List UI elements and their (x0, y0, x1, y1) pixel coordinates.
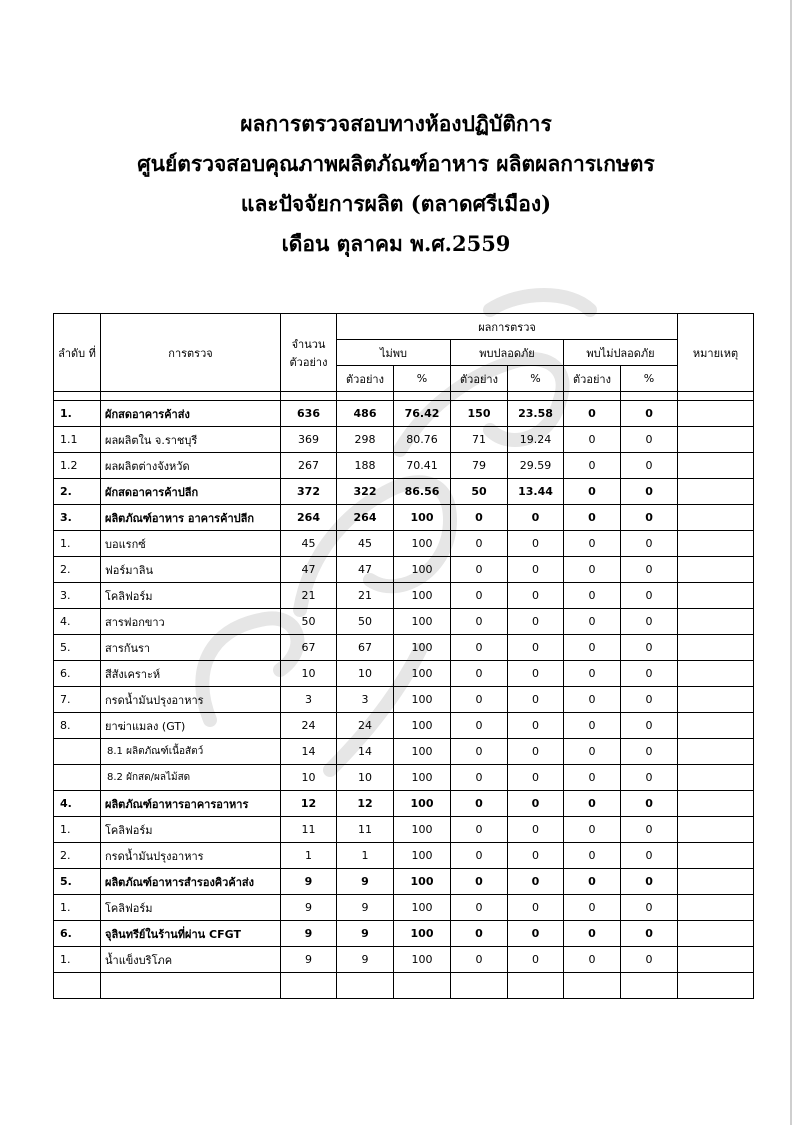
row-sample-count: 267 (281, 453, 337, 479)
title-line-1: ผลการตรวจสอบทางห้องปฏิบัติการ (240, 111, 552, 136)
row-sample-count: 50 (281, 609, 337, 635)
row-found-unsafe-percent: 0 (621, 791, 678, 817)
row-remark (678, 661, 754, 687)
row-found-safe-count: 0 (451, 843, 508, 869)
row-found-unsafe-count: 0 (564, 583, 621, 609)
row-found-unsafe-count: 0 (564, 817, 621, 843)
row-found-safe-percent: 0 (508, 531, 564, 557)
empty-cell (451, 973, 508, 999)
row-test-name: ผลผลิตใน จ.ราชบุรี (101, 427, 281, 453)
header-result: ผลการตรวจ (337, 314, 678, 340)
table-row (54, 427, 754, 453)
row-not-found-count: 11 (337, 817, 394, 843)
table-row (54, 531, 754, 557)
row-not-found-count: 3 (337, 687, 394, 713)
header-sample: ตัวอย่าง (451, 366, 508, 392)
row-not-found-percent: 100 (394, 531, 451, 557)
row-remark (678, 713, 754, 739)
row-not-found-percent: 100 (394, 609, 451, 635)
row-number: 8. (54, 713, 101, 739)
row-found-unsafe-percent: 0 (621, 739, 678, 765)
row-test-name: ผลิตภัณฑ์อาหารอาคารอาหาร (101, 791, 281, 817)
row-sample-count: 24 (281, 713, 337, 739)
empty-cell (281, 973, 337, 999)
row-found-unsafe-percent: 0 (621, 479, 678, 505)
table-row (54, 921, 754, 947)
row-found-safe-count: 0 (451, 531, 508, 557)
row-remark (678, 895, 754, 921)
row-remark (678, 583, 754, 609)
row-not-found-count: 9 (337, 895, 394, 921)
header-order: ลำดับ ที่ (54, 314, 101, 392)
table-row (54, 947, 754, 973)
row-not-found-count: 322 (337, 479, 394, 505)
row-not-found-percent: 100 (394, 947, 451, 973)
row-test-name: สารกันรา (101, 635, 281, 661)
row-sample-count: 45 (281, 531, 337, 557)
table-row (54, 791, 754, 817)
table-row (54, 453, 754, 479)
row-not-found-percent: 100 (394, 739, 451, 765)
row-test-name: สารฟอกขาว (101, 609, 281, 635)
row-sample-count: 372 (281, 479, 337, 505)
row-number: 1. (54, 895, 101, 921)
row-not-found-count: 50 (337, 609, 394, 635)
row-remark (678, 505, 754, 531)
row-test-name: ผักสดอาคารค้าส่ง (101, 401, 281, 427)
row-number: 3. (54, 583, 101, 609)
row-found-unsafe-percent: 0 (621, 869, 678, 895)
row-remark (678, 947, 754, 973)
row-remark (678, 791, 754, 817)
row-found-safe-percent: 0 (508, 921, 564, 947)
row-test-name: 8.2 ผักสด/ผลไม้สด (101, 765, 281, 791)
row-found-safe-count: 79 (451, 453, 508, 479)
row-remark (678, 531, 754, 557)
row-found-unsafe-percent: 0 (621, 947, 678, 973)
row-test-name: สีสังเคราะห์ (101, 661, 281, 687)
row-remark (678, 635, 754, 661)
header-percent: % (621, 366, 678, 392)
row-remark (678, 921, 754, 947)
row-found-unsafe-count: 0 (564, 869, 621, 895)
row-found-unsafe-percent: 0 (621, 427, 678, 453)
header-percent: % (394, 366, 451, 392)
table-row (54, 583, 754, 609)
row-found-unsafe-percent: 0 (621, 921, 678, 947)
row-found-unsafe-count: 0 (564, 739, 621, 765)
row-found-unsafe-count: 0 (564, 505, 621, 531)
row-not-found-count: 10 (337, 765, 394, 791)
row-test-name: ผลิตภัณฑ์อาหารสำรองคิวค้าส่ง (101, 869, 281, 895)
row-test-name: ผลผลิตต่างจังหวัด (101, 453, 281, 479)
row-found-safe-percent: 0 (508, 661, 564, 687)
row-found-unsafe-percent: 0 (621, 843, 678, 869)
row-found-unsafe-count: 0 (564, 713, 621, 739)
row-test-name: ผลิตภัณฑ์อาหาร อาคารค้าปลีก (101, 505, 281, 531)
row-number: 2. (54, 557, 101, 583)
row-not-found-percent: 100 (394, 921, 451, 947)
row-found-unsafe-percent: 0 (621, 661, 678, 687)
row-not-found-count: 1 (337, 843, 394, 869)
row-not-found-count: 45 (337, 531, 394, 557)
row-found-safe-percent: 0 (508, 947, 564, 973)
row-remark (678, 765, 754, 791)
row-found-safe-count: 150 (451, 401, 508, 427)
row-sample-count: 21 (281, 583, 337, 609)
row-number: 1. (54, 401, 101, 427)
row-number (54, 739, 101, 765)
row-remark (678, 609, 754, 635)
row-sample-count: 9 (281, 921, 337, 947)
row-test-name: โคลิฟอร์ม (101, 817, 281, 843)
header-not-found: ไม่พบ (337, 340, 451, 366)
row-found-safe-percent: 0 (508, 557, 564, 583)
row-number: 1.1 (54, 427, 101, 453)
row-found-unsafe-percent: 0 (621, 583, 678, 609)
row-not-found-percent: 70.41 (394, 453, 451, 479)
row-found-safe-percent: 0 (508, 739, 564, 765)
row-sample-count: 264 (281, 505, 337, 531)
row-found-unsafe-count: 0 (564, 401, 621, 427)
row-not-found-count: 24 (337, 713, 394, 739)
row-sample-count: 47 (281, 557, 337, 583)
row-not-found-percent: 100 (394, 505, 451, 531)
row-found-unsafe-percent: 0 (621, 505, 678, 531)
row-found-safe-count: 0 (451, 635, 508, 661)
header-gap-row (54, 392, 754, 401)
row-not-found-percent: 100 (394, 765, 451, 791)
row-number: 3. (54, 505, 101, 531)
row-remark (678, 687, 754, 713)
row-found-safe-count: 0 (451, 609, 508, 635)
row-number: 6. (54, 661, 101, 687)
row-remark (678, 453, 754, 479)
table-row (54, 817, 754, 843)
row-found-unsafe-percent: 0 (621, 895, 678, 921)
row-number: 5. (54, 635, 101, 661)
row-found-unsafe-percent: 0 (621, 687, 678, 713)
empty-cell (564, 973, 621, 999)
row-number: 1. (54, 947, 101, 973)
row-found-safe-count: 0 (451, 557, 508, 583)
row-not-found-count: 298 (337, 427, 394, 453)
header-sample: ตัวอย่าง (337, 366, 394, 392)
row-found-safe-percent: 0 (508, 895, 564, 921)
row-sample-count: 1 (281, 843, 337, 869)
row-not-found-percent: 100 (394, 791, 451, 817)
row-found-unsafe-percent: 0 (621, 817, 678, 843)
row-found-unsafe-percent: 0 (621, 453, 678, 479)
row-not-found-count: 12 (337, 791, 394, 817)
row-not-found-count: 486 (337, 401, 394, 427)
header-sample: ตัวอย่าง (564, 366, 621, 392)
row-not-found-count: 14 (337, 739, 394, 765)
row-not-found-count: 264 (337, 505, 394, 531)
row-found-safe-percent: 0 (508, 609, 564, 635)
row-found-unsafe-count: 0 (564, 453, 621, 479)
row-not-found-count: 47 (337, 557, 394, 583)
row-test-name: กรดน้ำมันปรุงอาหาร (101, 843, 281, 869)
row-sample-count: 3 (281, 687, 337, 713)
row-found-safe-count: 71 (451, 427, 508, 453)
header-sample-count: จำนวน ตัวอย่าง (281, 314, 337, 392)
row-found-safe-count: 0 (451, 817, 508, 843)
row-not-found-count: 188 (337, 453, 394, 479)
row-number (54, 765, 101, 791)
header-remark: หมายเหตุ (678, 314, 754, 392)
table-body (54, 401, 754, 999)
table-row (54, 687, 754, 713)
row-number: 2. (54, 843, 101, 869)
row-found-safe-count: 0 (451, 687, 508, 713)
row-test-name: โคลิฟอร์ม (101, 895, 281, 921)
row-test-name: 8.1 ผลิตภัณฑ์เนื้อสัตว์ (101, 739, 281, 765)
row-found-unsafe-count: 0 (564, 687, 621, 713)
row-not-found-percent: 100 (394, 583, 451, 609)
row-found-unsafe-count: 0 (564, 635, 621, 661)
row-not-found-percent: 80.76 (394, 427, 451, 453)
table-row (54, 895, 754, 921)
row-found-unsafe-count: 0 (564, 947, 621, 973)
row-number: 4. (54, 609, 101, 635)
row-found-unsafe-percent: 0 (621, 557, 678, 583)
header-found-safe: พบปลอดภัย (451, 340, 564, 366)
row-sample-count: 369 (281, 427, 337, 453)
row-remark (678, 427, 754, 453)
row-test-name: น้ำแข็งบริโภค (101, 947, 281, 973)
table-row (54, 635, 754, 661)
row-found-safe-percent: 23.58 (508, 401, 564, 427)
row-found-safe-count: 0 (451, 661, 508, 687)
row-found-safe-count: 0 (451, 713, 508, 739)
row-found-safe-percent: 0 (508, 713, 564, 739)
title-line-3: และปัจจัยการผลิต (ตลาดศรีเมือง) (240, 191, 552, 216)
row-found-safe-count: 0 (451, 869, 508, 895)
row-not-found-percent: 86.56 (394, 479, 451, 505)
row-found-safe-count: 0 (451, 583, 508, 609)
row-found-safe-percent: 0 (508, 687, 564, 713)
row-number: 1.2 (54, 453, 101, 479)
row-found-unsafe-percent: 0 (621, 609, 678, 635)
row-found-unsafe-count: 0 (564, 843, 621, 869)
row-found-unsafe-count: 0 (564, 479, 621, 505)
row-found-safe-count: 0 (451, 765, 508, 791)
row-not-found-count: 67 (337, 635, 394, 661)
row-remark (678, 479, 754, 505)
row-not-found-percent: 76.42 (394, 401, 451, 427)
empty-cell (394, 973, 451, 999)
row-found-unsafe-count: 0 (564, 765, 621, 791)
row-remark (678, 869, 754, 895)
row-found-unsafe-percent: 0 (621, 401, 678, 427)
row-found-unsafe-count: 0 (564, 531, 621, 557)
table-row (54, 609, 754, 635)
row-found-safe-percent: 29.59 (508, 453, 564, 479)
row-found-safe-count: 50 (451, 479, 508, 505)
table-row (54, 843, 754, 869)
row-found-safe-percent: 0 (508, 583, 564, 609)
row-sample-count: 10 (281, 661, 337, 687)
row-not-found-percent: 100 (394, 895, 451, 921)
row-found-safe-count: 0 (451, 505, 508, 531)
row-found-safe-count: 0 (451, 895, 508, 921)
row-number: 5. (54, 869, 101, 895)
row-sample-count: 9 (281, 947, 337, 973)
table-row (54, 713, 754, 739)
table-row (54, 661, 754, 687)
row-found-unsafe-count: 0 (564, 661, 621, 687)
header-found-unsafe: พบไม่ปลอดภัย (564, 340, 678, 366)
header-test: การตรวจ (101, 314, 281, 392)
row-sample-count: 9 (281, 869, 337, 895)
row-found-unsafe-count: 0 (564, 427, 621, 453)
document-title (0, 104, 792, 264)
table-row (54, 739, 754, 765)
row-found-unsafe-percent: 0 (621, 531, 678, 557)
table-row (54, 765, 754, 791)
empty-cell (508, 973, 564, 999)
row-found-safe-count: 0 (451, 739, 508, 765)
row-found-unsafe-percent: 0 (621, 765, 678, 791)
row-found-unsafe-count: 0 (564, 609, 621, 635)
row-found-safe-percent: 0 (508, 817, 564, 843)
table-row (54, 479, 754, 505)
row-found-safe-count: 0 (451, 921, 508, 947)
row-remark (678, 739, 754, 765)
row-number: 2. (54, 479, 101, 505)
row-sample-count: 9 (281, 895, 337, 921)
row-found-safe-percent: 19.24 (508, 427, 564, 453)
row-number: 7. (54, 687, 101, 713)
row-not-found-percent: 100 (394, 817, 451, 843)
row-not-found-percent: 100 (394, 713, 451, 739)
empty-cell (337, 973, 394, 999)
row-test-name: ฟอร์มาลิน (101, 557, 281, 583)
row-sample-count: 636 (281, 401, 337, 427)
row-remark (678, 817, 754, 843)
row-not-found-count: 21 (337, 583, 394, 609)
row-found-safe-percent: 0 (508, 635, 564, 661)
table-row (54, 557, 754, 583)
row-found-safe-percent: 0 (508, 791, 564, 817)
row-found-unsafe-count: 0 (564, 921, 621, 947)
row-not-found-count: 9 (337, 869, 394, 895)
row-test-name: บอแรกซ์ (101, 531, 281, 557)
table-row (54, 869, 754, 895)
row-remark (678, 843, 754, 869)
results-table (53, 313, 754, 999)
row-sample-count: 14 (281, 739, 337, 765)
row-not-found-percent: 100 (394, 687, 451, 713)
row-number: 1. (54, 531, 101, 557)
empty-cell (101, 973, 281, 999)
row-not-found-count: 9 (337, 947, 394, 973)
row-number: 4. (54, 791, 101, 817)
row-remark (678, 401, 754, 427)
title-line-2: ศูนย์ตรวจสอบคุณภาพผลิตภัณฑ์อาหาร ผลิตผลการเกษตร (137, 151, 655, 176)
row-found-unsafe-count: 0 (564, 895, 621, 921)
row-sample-count: 67 (281, 635, 337, 661)
row-test-name: ยาฆ่าแมลง (GT) (101, 713, 281, 739)
title-line-4: เดือน ตุลาคม พ.ศ.2559 (281, 231, 511, 256)
table-row (54, 401, 754, 427)
row-sample-count: 12 (281, 791, 337, 817)
row-found-safe-count: 0 (451, 947, 508, 973)
row-found-safe-percent: 13.44 (508, 479, 564, 505)
row-found-unsafe-percent: 0 (621, 635, 678, 661)
row-number: 6. (54, 921, 101, 947)
row-found-safe-percent: 0 (508, 505, 564, 531)
row-not-found-count: 9 (337, 921, 394, 947)
row-not-found-percent: 100 (394, 661, 451, 687)
row-number: 1. (54, 817, 101, 843)
row-found-unsafe-count: 0 (564, 557, 621, 583)
row-test-name: จุลินทรีย์ในร้านที่ผ่าน CFGT (101, 921, 281, 947)
table-row-empty (54, 973, 754, 999)
row-found-safe-count: 0 (451, 791, 508, 817)
header-percent: % (508, 366, 564, 392)
empty-cell (54, 973, 101, 999)
row-test-name: ผักสดอาคารค้าปลีก (101, 479, 281, 505)
empty-cell (678, 973, 754, 999)
row-not-found-percent: 100 (394, 869, 451, 895)
row-sample-count: 11 (281, 817, 337, 843)
row-not-found-percent: 100 (394, 557, 451, 583)
row-found-safe-percent: 0 (508, 843, 564, 869)
row-test-name: โคลิฟอร์ม (101, 583, 281, 609)
empty-cell (621, 973, 678, 999)
row-not-found-percent: 100 (394, 843, 451, 869)
table-row (54, 505, 754, 531)
row-found-safe-percent: 0 (508, 869, 564, 895)
row-not-found-percent: 100 (394, 635, 451, 661)
row-sample-count: 10 (281, 765, 337, 791)
row-found-safe-percent: 0 (508, 765, 564, 791)
row-found-unsafe-count: 0 (564, 791, 621, 817)
row-remark (678, 557, 754, 583)
row-not-found-count: 10 (337, 661, 394, 687)
row-test-name: กรดน้ำมันปรุงอาหาร (101, 687, 281, 713)
row-found-unsafe-percent: 0 (621, 713, 678, 739)
